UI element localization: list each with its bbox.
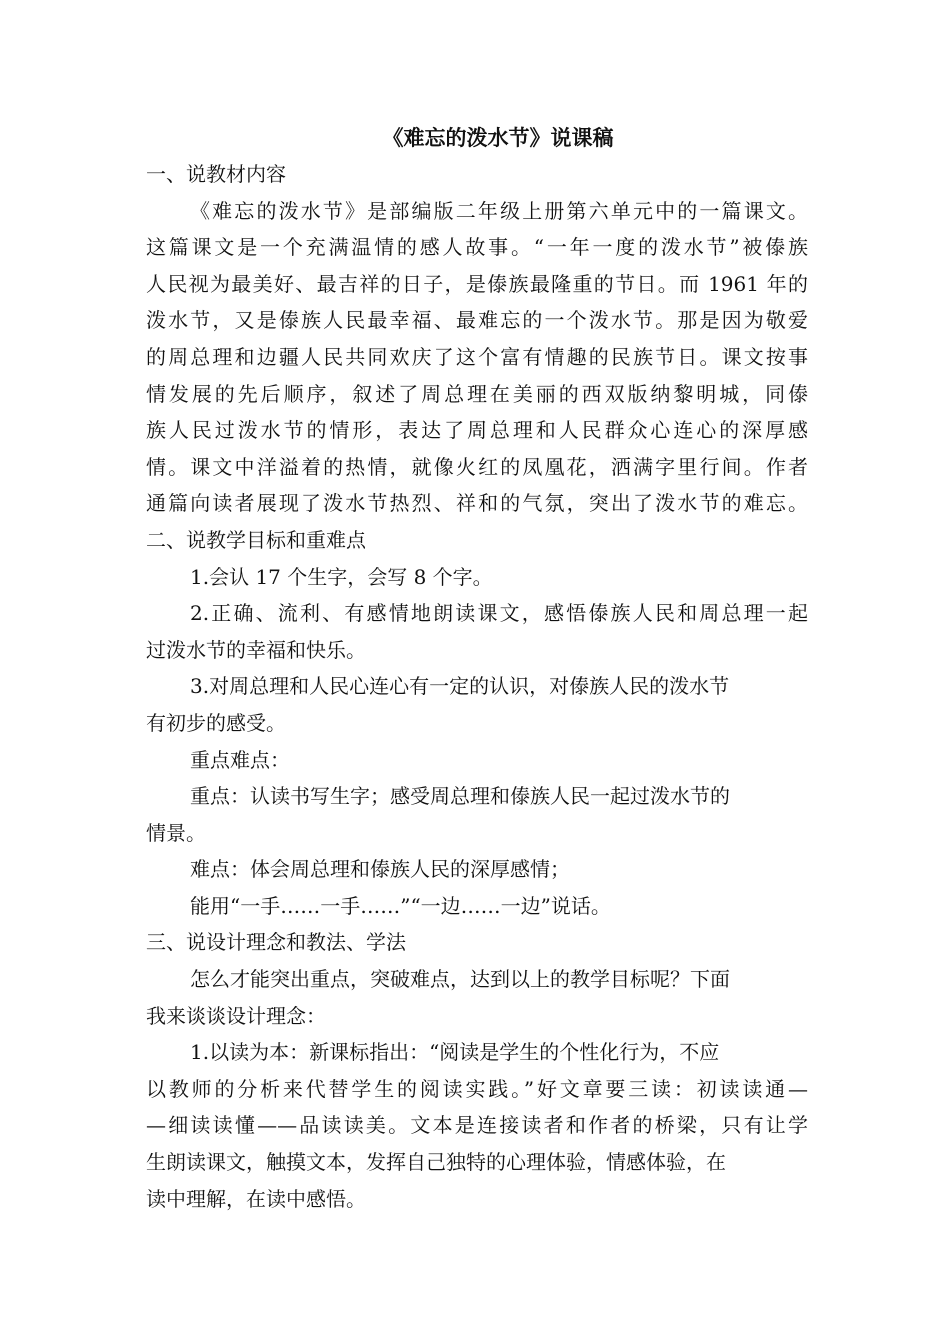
text-line: 1.会认 17 个生字，会写 8 个字。: [190, 564, 493, 589]
text-line: 三、说设计理念和教法、学法: [146, 930, 406, 955]
text-line: 二、说教学目标和重难点: [146, 527, 366, 552]
text-line: 情景。: [146, 820, 206, 845]
document-title: 《难忘的泼水节》说课稿: [382, 125, 614, 150]
text-line: 族人民过泼水节的情形，表达了周总理和人民群众心连心的深厚感: [146, 418, 808, 443]
text-line: 泼水节，又是傣族人民最幸福、最难忘的一个泼水节。那是因为敬爱: [146, 308, 808, 333]
text-line: 情。课文中洋溢着的热情，就像火红的凤凰花，洒满字里行间。作者: [146, 454, 808, 479]
document-body: [146, 156, 808, 1217]
text-line: 我来谈谈设计理念：: [146, 1003, 326, 1028]
text-line: 以教师的分析来代替学生的阅读实践。”好文章要三读：初读读通—: [146, 1076, 808, 1101]
text-line: 情发展的先后顺序，叙述了周总理在美丽的西双版纳黎明城，同傣: [146, 381, 808, 406]
text-line: 2.正确、流利、有感情地朗读课文，感悟傣族人民和周总理一起: [190, 601, 808, 626]
text-line: 怎么才能突出重点，突破难点，达到以上的教学目标呢？下面: [190, 967, 730, 992]
text-line: 一、说教材内容: [146, 162, 286, 186]
text-line: 读中理解，在读中感悟。: [146, 1186, 366, 1211]
text-line: 过泼水节的幸福和快乐。: [146, 637, 366, 662]
text-line: 难点：体会周总理和傣族人民的深厚感情；: [190, 857, 570, 882]
text-line: 人民视为最美好、最吉祥的日子，是傣族最隆重的节日。而 1961 年的: [146, 271, 808, 296]
text-line: —细读读懂——品读读美。文本是连接读者和作者的桥梁，只有让学: [146, 1113, 808, 1138]
text-line: 《难忘的泼水节》是部编版二年级上册第六单元中的一篇课文。: [190, 198, 808, 223]
text-line: 有初步的感受。: [146, 710, 286, 735]
text-line: 这篇课文是一个充满温情的感人故事。“一年一度的泼水节”被傣族: [146, 235, 808, 260]
text-line: 的周总理和边疆人民共同欢庆了这个富有情趣的民族节日。课文按事: [146, 344, 808, 369]
text-line: 3.对周总理和人民心连心有一定的认识，对傣族人民的泼水节: [190, 674, 730, 699]
text-line: 生朗读课文，触摸文本，发挥自己独特的心理体验，情感体验，在: [146, 1150, 726, 1175]
text-line: 重点：认读书写生字；感受周总理和傣族人民一起过泼水节的: [190, 784, 730, 809]
text-line: 重点难点：: [190, 747, 290, 772]
text-line: 通篇向读者展现了泼水节热烈、祥和的气氛，突出了泼水节的难忘。: [146, 491, 808, 516]
text-line: 1.以读为本：新课标指出：“阅读是学生的个性化行为，不应: [190, 1040, 720, 1065]
text-line: 能用“一手……一手……”“一边……一边”说话。: [190, 893, 611, 918]
